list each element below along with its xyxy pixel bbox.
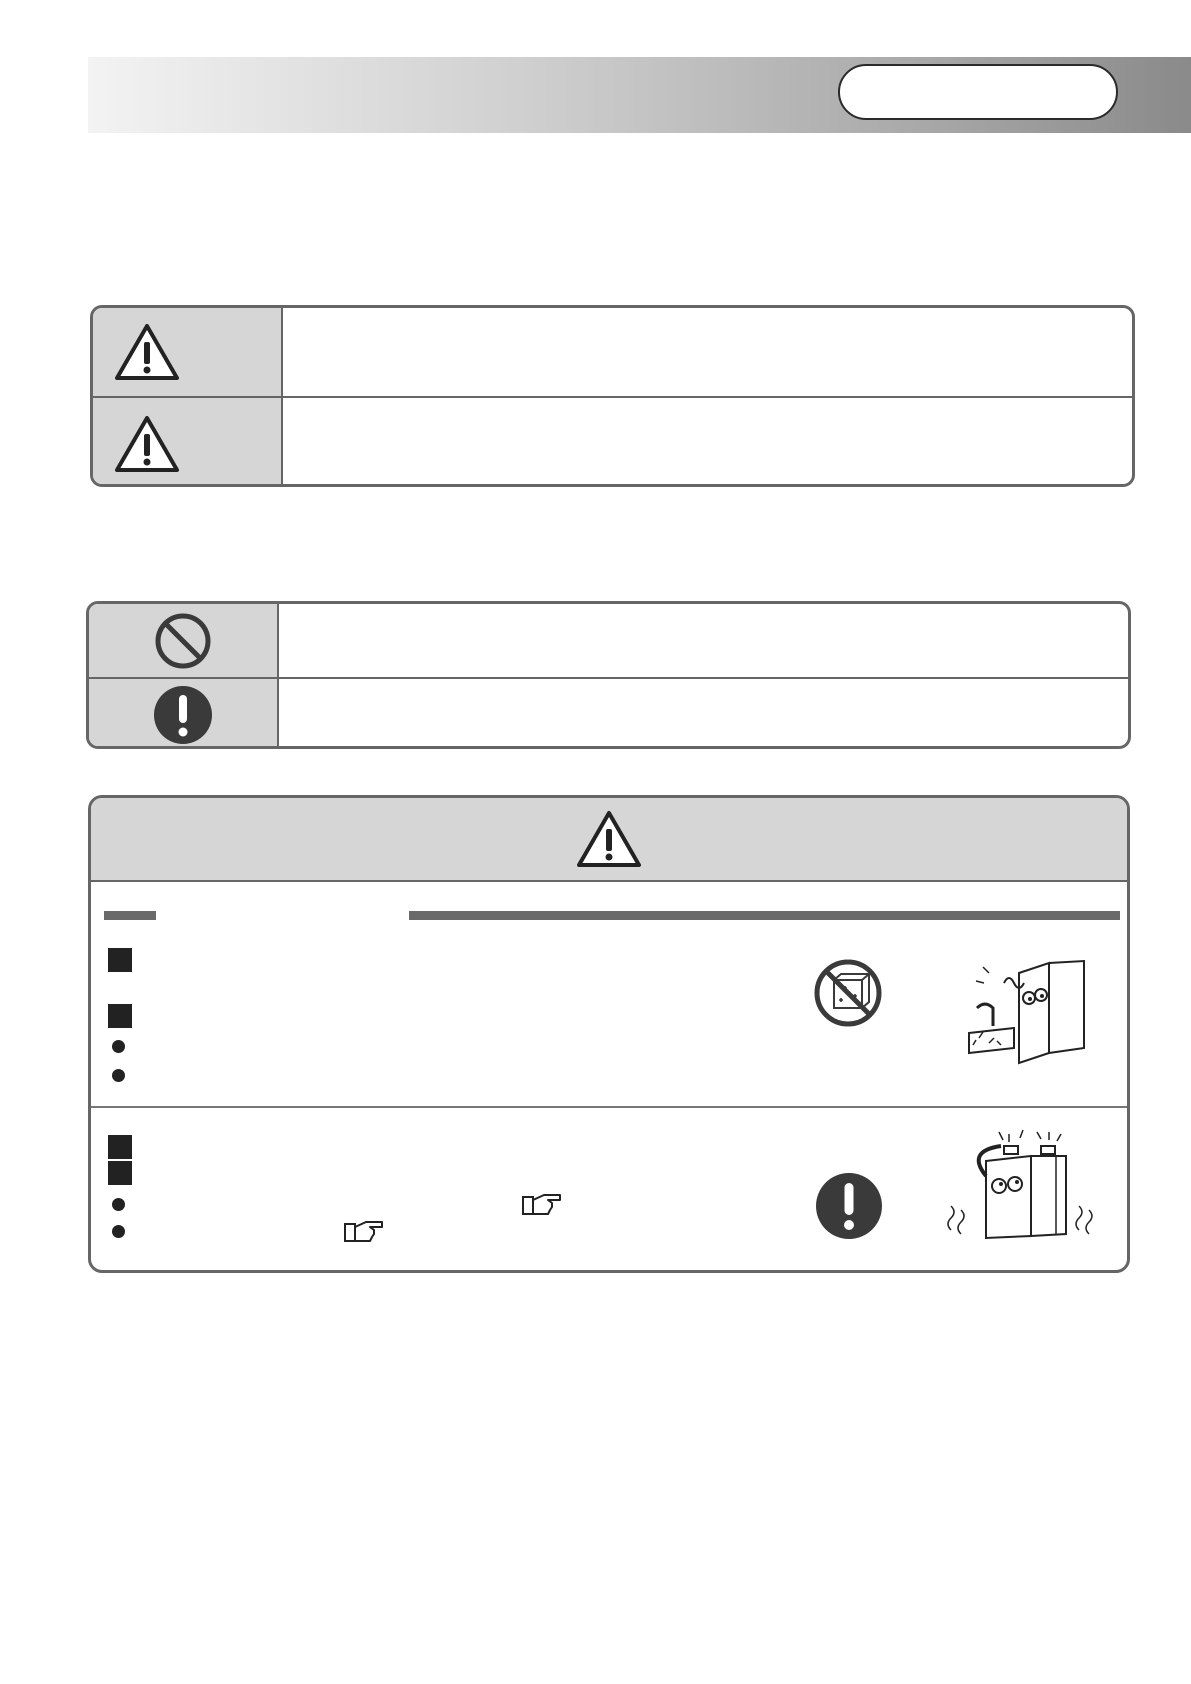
- symbol-table: [86, 601, 1131, 749]
- symbol-row-prohibited: [89, 604, 1128, 677]
- warning-box-header: [91, 798, 1127, 882]
- warning-triangle-icon: [114, 322, 180, 382]
- symbol-icon-cell: [89, 679, 279, 749]
- bullet-dot: [112, 1198, 125, 1211]
- signal-row-warning: [93, 308, 1132, 396]
- symbol-text: [279, 679, 1128, 749]
- item-square-marker: [108, 1004, 132, 1028]
- signal-text: [283, 308, 1132, 396]
- signal-row-caution: [93, 396, 1132, 487]
- no-water-splash-icon: [813, 958, 883, 1028]
- pointing-hand-icon: [344, 1218, 384, 1244]
- section-divider: [91, 1106, 1127, 1108]
- pointing-hand-icon: [522, 1191, 562, 1217]
- symbol-icon-cell: [89, 604, 279, 677]
- section-rule-short: [104, 911, 156, 920]
- item-square-marker: [108, 1161, 132, 1185]
- refrigerator-plug-illustration: [931, 1126, 1101, 1241]
- section-rule-long: [409, 911, 1120, 920]
- header-label-pill: [838, 64, 1118, 120]
- mandatory-exclamation-icon: [814, 1171, 884, 1241]
- item-square-marker: [108, 1135, 132, 1159]
- bullet-dot: [112, 1069, 125, 1082]
- item-square-marker: [108, 948, 132, 972]
- signal-text: [283, 398, 1132, 487]
- caution-triangle-icon: [114, 414, 180, 474]
- bullet-dot: [112, 1225, 125, 1238]
- prohibited-icon: [153, 611, 213, 671]
- signal-icon-cell: [93, 308, 283, 396]
- refrigerator-splash-illustration: [959, 953, 1099, 1078]
- warning-triangle-icon: [576, 809, 642, 869]
- header-bar: [88, 57, 1191, 133]
- symbol-text: [279, 604, 1128, 677]
- signal-word-table: [90, 305, 1135, 487]
- signal-icon-cell: [93, 398, 283, 487]
- mandatory-exclamation-icon: [152, 684, 214, 746]
- warning-box: [88, 795, 1130, 1273]
- symbol-row-mandatory: [89, 677, 1128, 749]
- bullet-dot: [112, 1040, 125, 1053]
